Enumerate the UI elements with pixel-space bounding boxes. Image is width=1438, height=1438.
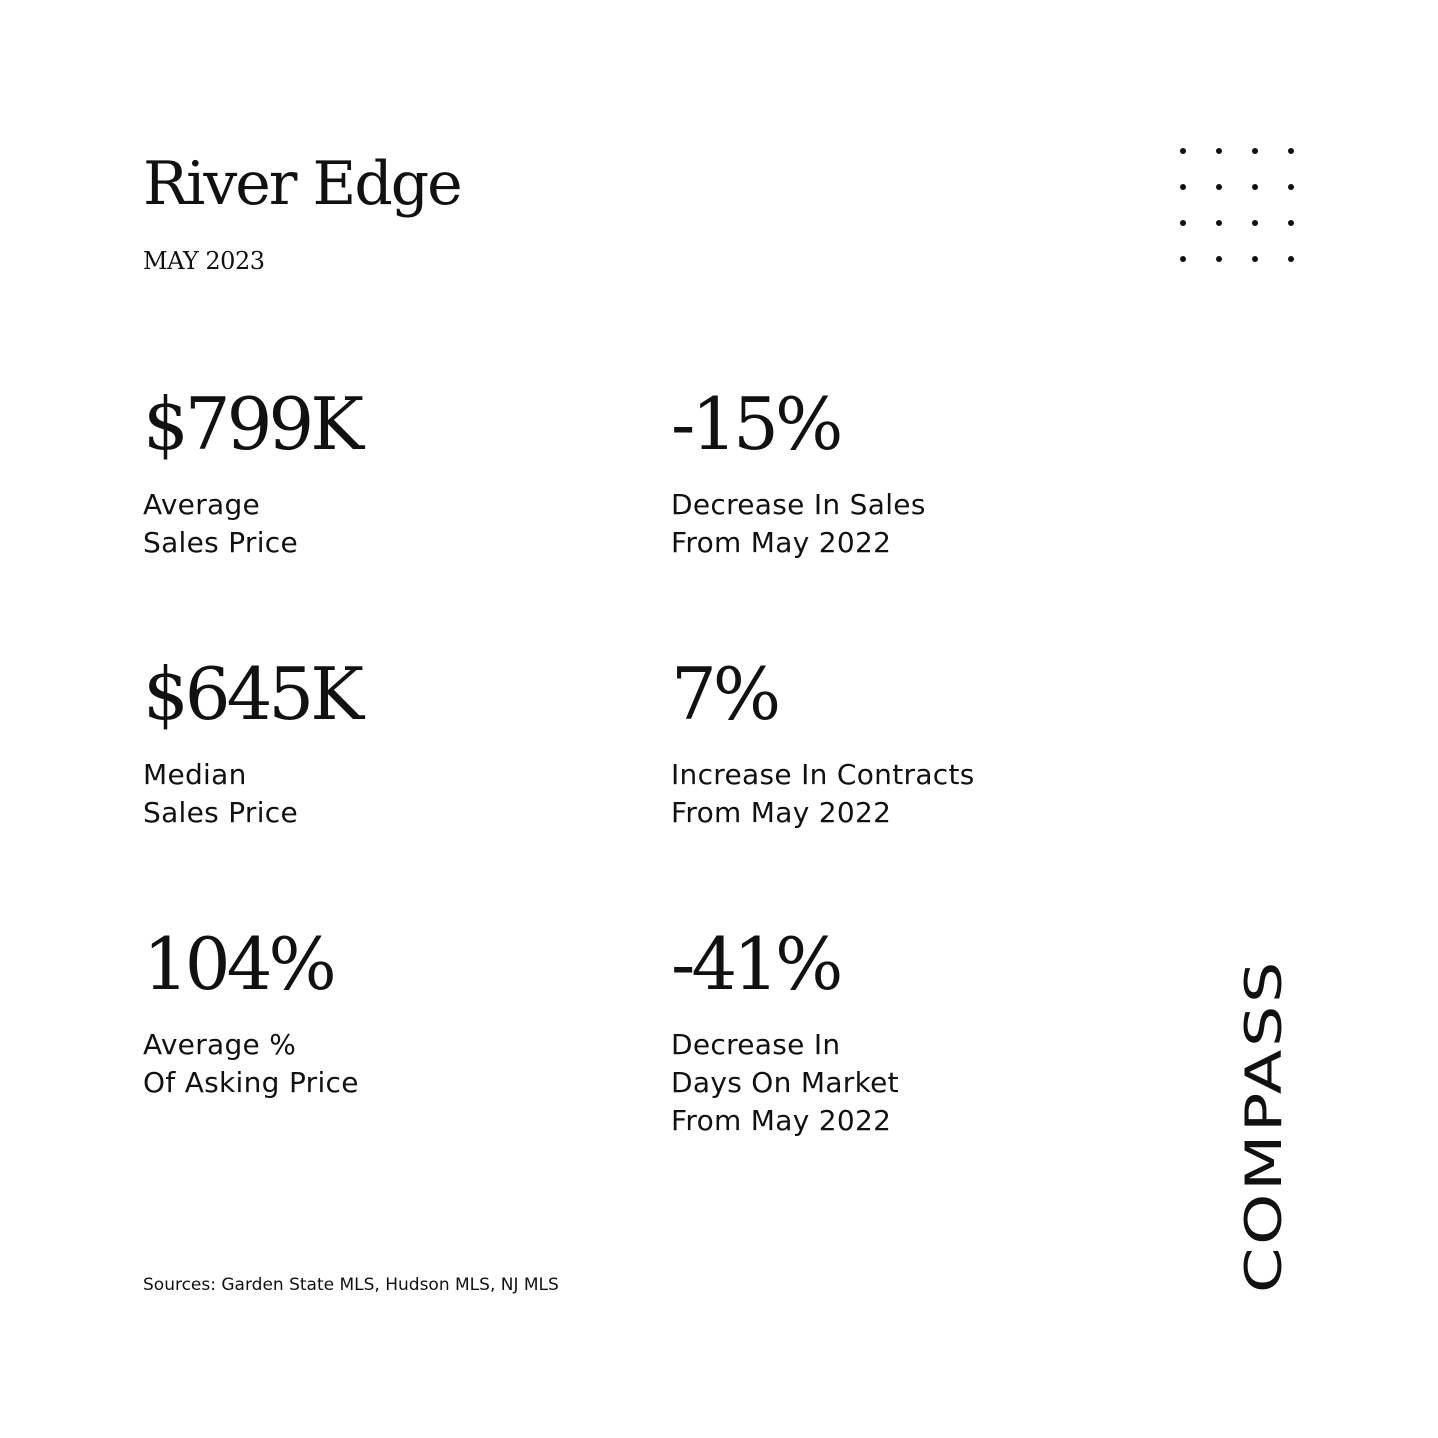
stat-label <box>143 486 603 562</box>
stat-label-line: From May 2022 <box>671 1104 892 1137</box>
stat-value: -41% <box>671 922 840 1006</box>
stat-label-line: Decrease In <box>671 1028 841 1061</box>
stat-label-line: From May 2022 <box>671 526 892 559</box>
stat-label-line: Of Asking Price <box>143 1066 359 1099</box>
stat-value: $645K <box>143 652 361 736</box>
page-title: River Edge <box>143 149 461 219</box>
stat-average-sales-price <box>143 384 603 562</box>
stat-value: $799K <box>143 382 361 466</box>
stat-label-line: Average % <box>143 1028 297 1061</box>
stat-asking-price-ratio <box>143 924 603 1102</box>
stat-value: 7% <box>671 652 778 736</box>
sources-note: Sources: Garden State MLS, Hudson MLS, NJ MLS <box>143 1275 559 1295</box>
stat-label-line: From May 2022 <box>671 796 892 829</box>
stat-label-line: Days On Market <box>671 1066 899 1099</box>
stat-value: -15% <box>671 382 840 466</box>
stat-label-line: Increase In Contracts <box>671 758 975 791</box>
dot-grid-icon <box>1173 141 1301 269</box>
stat-label <box>143 756 603 832</box>
stat-label-line: Sales Price <box>143 796 299 829</box>
stat-label-line: Decrease In Sales <box>671 488 926 521</box>
compass-logo-text: COMPASS <box>1235 1036 1293 1293</box>
stat-label-line: Sales Price <box>143 526 299 559</box>
stat-sales-change <box>671 384 1131 562</box>
stat-label <box>671 756 1131 832</box>
stat-median-sales-price <box>143 654 603 832</box>
compass-logo-icon <box>1233 955 1293 1295</box>
stat-days-on-market-change <box>671 924 1131 1140</box>
stat-label-line: Median <box>143 758 247 791</box>
stat-contracts-change <box>671 654 1131 832</box>
stat-value: 104% <box>143 922 333 1006</box>
stat-label-line: Average <box>143 488 261 521</box>
stat-label <box>671 486 1131 562</box>
stat-label <box>143 1026 603 1102</box>
page-subtitle: MAY 2023 <box>143 247 265 275</box>
compass-logo <box>1233 955 1293 1295</box>
stat-label <box>671 1026 1131 1140</box>
